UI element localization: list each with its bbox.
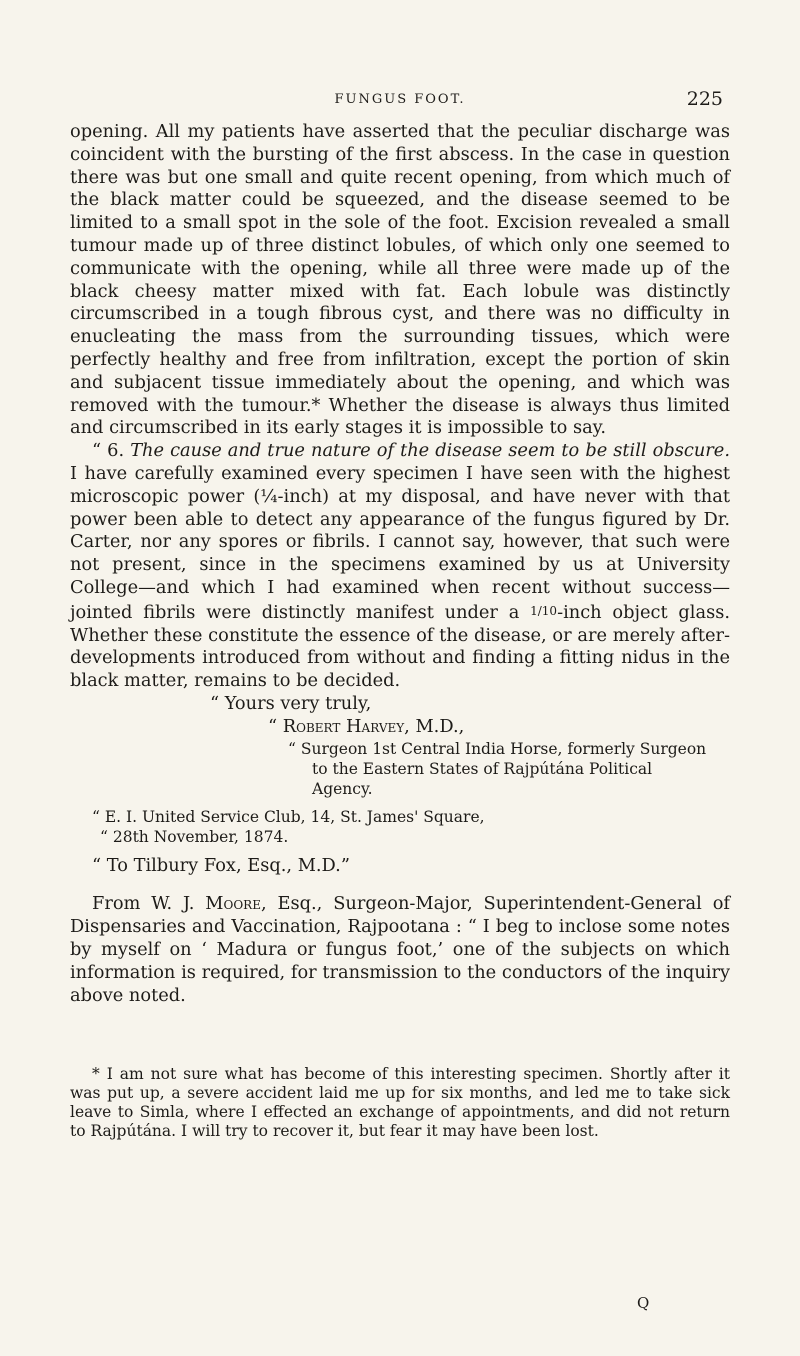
- closing-line: “ Yours very truly,: [210, 692, 372, 714]
- footnote-text: * I am not sure what has become of this interesting specimen. Shortly after it was put up, a severe accident laid me up for six months, and led me to take sick leave to Simla, where I effected an exchange of appointments, and did not return to Rajpútána. I will try to recover it, but fear it may have been lost.: [70, 1065, 730, 1140]
- page-number: 225: [686, 88, 723, 110]
- paragraph-text-c: -inch object glass. Whether these constitute the essence of the disease, or are merely after-developments introduced from without and finding a fitting nidus in the black matter, remains to be decided.: [70, 601, 730, 692]
- footnote: [70, 1065, 730, 1141]
- paragraph-moore-text-b: , Esq., Surgeon-Major, Superintendent-General of Dispensaries and Vaccination, Rajpootana : “ I beg to inclose some notes by myself on ‘ Madura or fungus foot,’ one of the subjects on which information is required, for transmission to the conductors of the inquiry above noted.: [70, 893, 730, 1006]
- paragraph-cause-and-nature: [70, 440, 730, 693]
- signature-quote: “: [268, 715, 283, 737]
- fraction-tenth: 1/10: [530, 603, 558, 618]
- signature-title-3: Agency.: [312, 779, 373, 798]
- section-heading: The cause and true nature of the disease seem to be still obscure.: [130, 440, 730, 462]
- signature-line: [70, 716, 730, 739]
- address-line-1: “ E. I. United Service Club, 14, St. James' Square,: [92, 807, 485, 826]
- body-text: [70, 121, 730, 1007]
- paragraph-moore-text-a: From W. J.: [92, 893, 206, 915]
- address-line-2: “ 28th November, 1874.: [100, 827, 289, 846]
- paragraph-lead: “ 6.: [92, 440, 131, 462]
- paragraph-text-a: I have carefully examined every specimen I have seen with the highest microscopic power (: [70, 462, 730, 507]
- addressee-line: “ To Tilbury Fox, Esq., M.D.”: [92, 854, 350, 876]
- paragraph-moore: [70, 893, 730, 1007]
- author-name: Moore: [205, 893, 261, 915]
- running-head-title: FUNGUS FOOT.: [334, 92, 466, 107]
- signature-title-1: “ Surgeon 1st Central India Horse, formerly Surgeon: [288, 739, 707, 758]
- paragraph-text-b: -inch) at my disposal, and have never with that power been able to detect any appearance of the fungus figured by Dr. Carter, nor any spores or fibrils. I cannot say, however, that such were not present, since in the specimens examined by us at University College—and which I had examined when recent without success—jointed fibrils were distinctly manifest under a: [70, 485, 730, 623]
- running-head: [0, 86, 800, 116]
- signature-name: Robert Harvey: [282, 715, 405, 737]
- paragraph-opening: opening. All my patients have asserted that the peculiar discharge was coincident with the bursting of the first abscess. In the case in question there was but one small and quite recent opening, from which much of the black matter could be squeezed, and the disease seemed to be limited to a small spot in the sole of the foot. Excision revealed a small tumour made up of three distinct lobules, of which only one seemed to communicate with the opening, while all three were made up of the black cheesy matter mixed with fat. Each lobule was distinctly circumscribed in a tough fibrous cyst, and there was no difficulty in enucleating the mass from the surrounding tissues, which were perfectly healthy and free from infiltration, except the portion of skin and subjacent tissue immediately about the opening, and which was removed with the tumour.* Whether the disease is always thus limited and circumscribed in its early stages it is impossible to say.: [70, 121, 730, 439]
- signature-mark: Q: [637, 1294, 650, 1312]
- signature-suffix: , M.D.,: [404, 715, 465, 737]
- signature-title-2: to the Eastern States of Rajpútána Political: [312, 759, 653, 778]
- fraction-quarter: ¼: [260, 485, 278, 507]
